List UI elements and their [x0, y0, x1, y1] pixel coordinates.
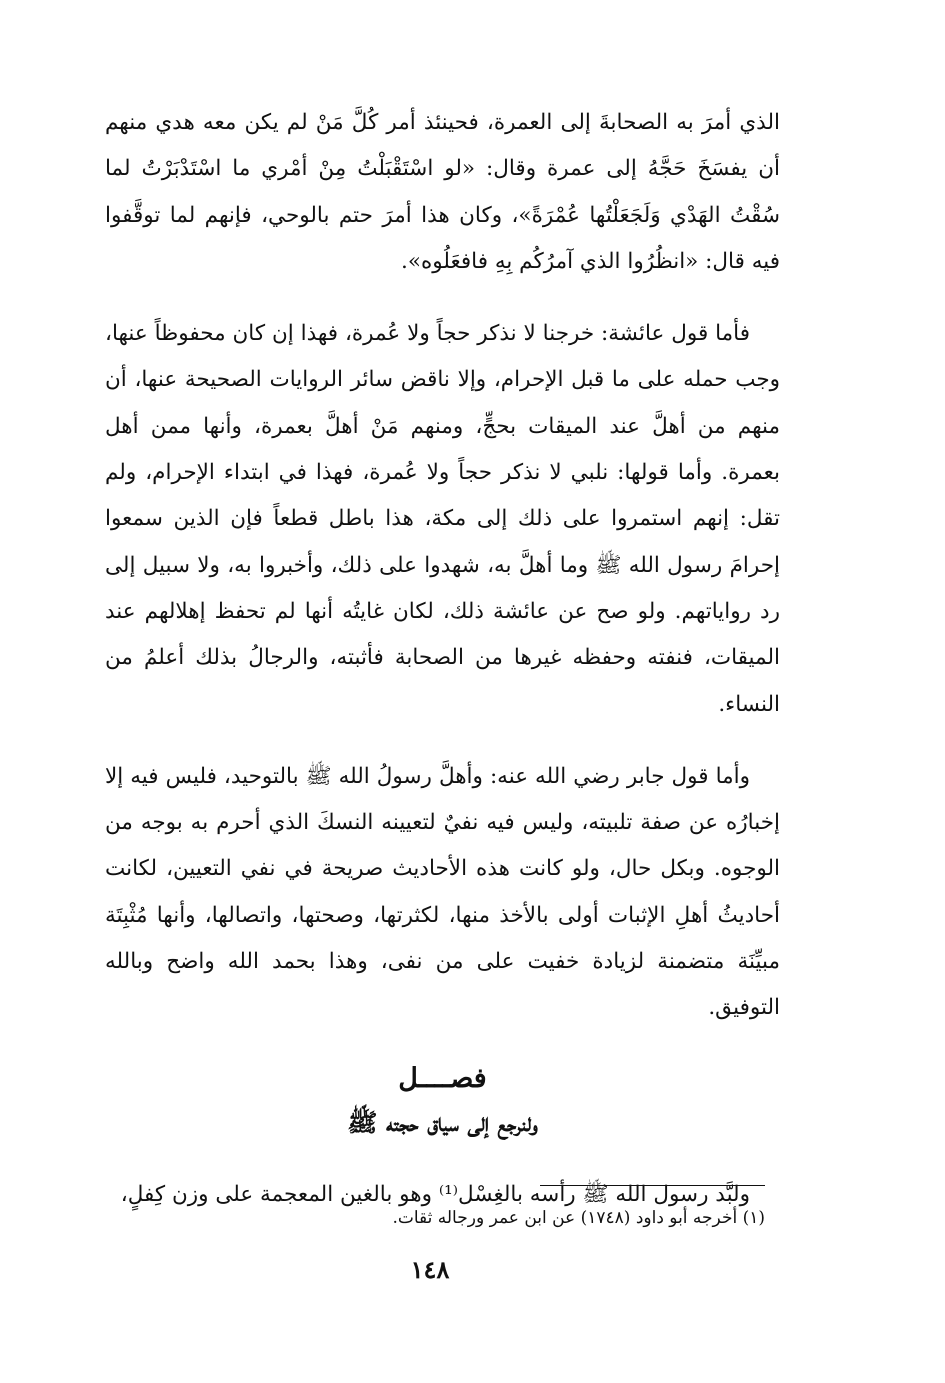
paragraph-4: ولبَّد رسول الله ﷺ رأسه بالغِسْل⁽¹⁾ وهو بالغين المعجمة على وزن كِفلٍ،	[120, 1181, 750, 1207]
section-subtitle: ولنرجع إلى سياق حجته ﷺ	[347, 1107, 538, 1137]
page-body	[105, 100, 780, 1244]
paragraph-3: وأما قول جابر رضي الله عنه: وأهلَّ رسولُ الله ﷺ بالتوحيد، فليس فيه إلا إخبارُه عن صفة تلبيته، وليس فيه نفيٌ لتعيينه النسكَ الذي أحرم به بوجه من الوجوه. وبكل حال، ولو كانت هذه الأحاديث صريحة في نفي التعيين، لكانت أحاديثُ أهلِ الإثبات أولى بالأخذ منها، لكثرتها، وصحتها، واتصالها، وأنها مُثْبِتَة مبيِّنَة متضمنة لزيادة خفيت على من نفى، وهذا بحمد الله واضح وبالله التوفيق.	[105, 763, 780, 1021]
footnote: (١) أخرجه أبو داود (١٧٤٨) عن ابن عمر ورجاله ثقات.	[392, 1208, 765, 1228]
paragraph-2: فأما قول عائشة: خرجنا لا نذكر حجاً ولا عُمرة، فهذا إن كان محفوظاً عنها، وجب حمله على ما قبل الإحرام، وإلا ناقض سائر الروايات الصحيحة عنها، أن منهم من أهلَّ عند الميقات بحجٍّ، ومنهم مَنْ أهلَّ بعمرة، وأنها ممن أهل بعمرة. وأما قولها: نلبي لا نذكر حجاً ولا عُمرة، فهذا في ابتداء الإحرام، ولم تقل: إنهم استمروا على ذلك إلى مكة، هذا باطل قطعاً فإن الذين سمعوا إحرامَ رسول الله ﷺ وما أهلَّ به، شهدوا على ذلك، وأخبروا به، ولا سبيل إلى رد رواياتهم. ولو صح عن عائشة ذلك، لكان غايتُه أنها لم تحفظ إهلالهم عند الميقات، فنفته وحفظه غيرها من الصحابة فأثبته، والرجالُ بذلك أعلمُ من النساء.	[105, 321, 780, 717]
section-heading	[105, 1058, 780, 1146]
page-number: ١٤٨	[410, 1255, 450, 1284]
section-title: فصــــل	[398, 1062, 487, 1094]
footnote-divider	[540, 1185, 765, 1186]
paragraph-1: الذي أمرَ به الصحابةَ إلى العمرة، فحينئذ أمر كُلَّ مَنْ لم يكن معه هدي منهم أن يفسَخَ حَجَّهُ إلى عمرة وقال: «لو اسْتَقْبَلْتُ مِنْ أمْري ما اسْتَدْبَرْتُ لما سُقْتُ الهَدْي وَلَجَعَلْتُها عُمْرَةً»، وكان هذا أمرَ حتم بالوحي، فإنهم لما توقَّفوا فيه قال: «انظُرُوا الذي آمرُكُم بِهِ فافعَلُوه».	[105, 110, 780, 274]
